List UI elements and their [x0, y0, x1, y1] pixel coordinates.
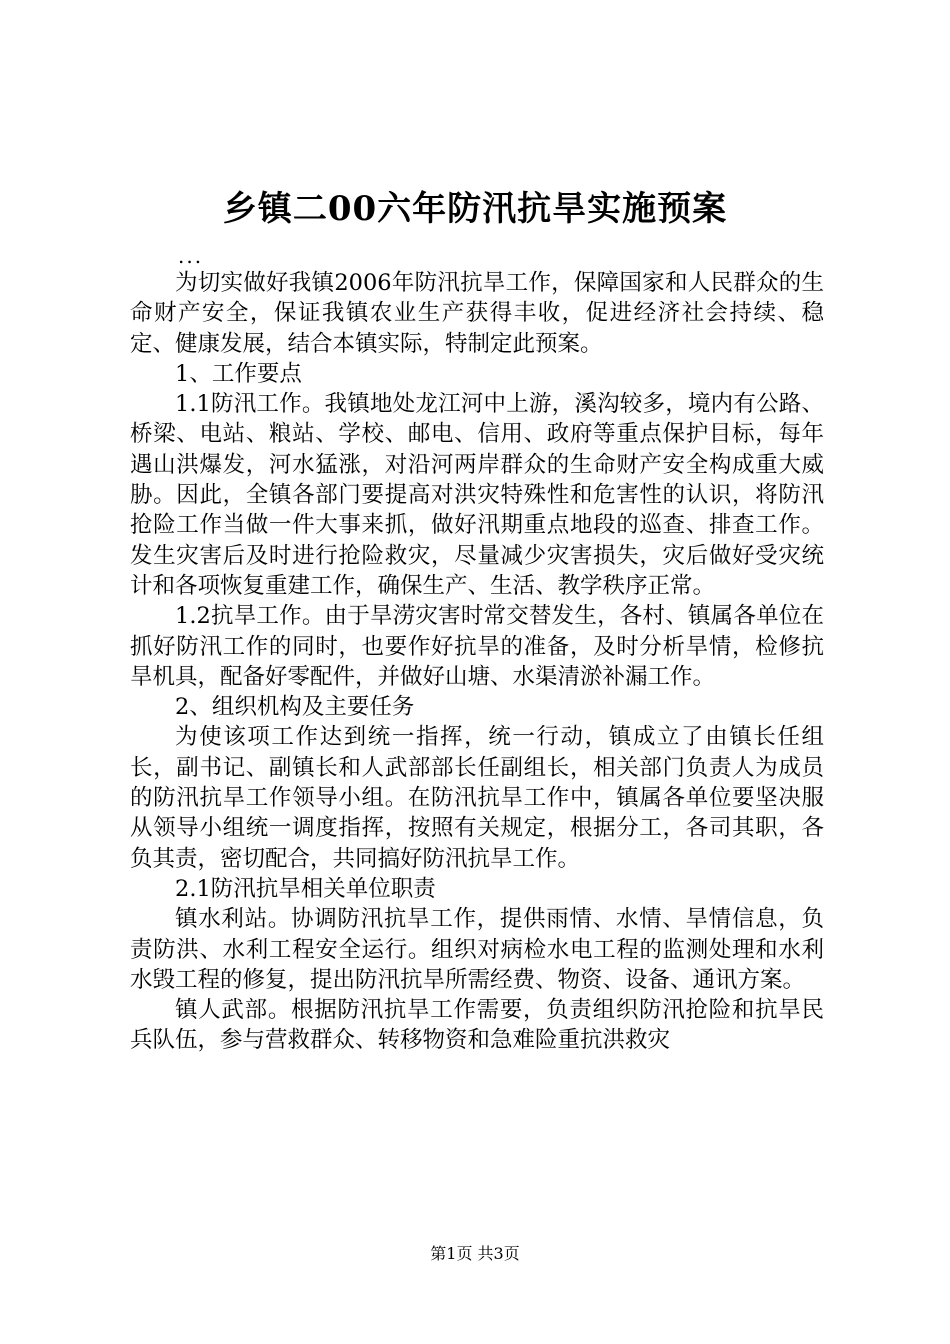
page-footer: 第1页 共3页 — [430, 1244, 520, 1263]
heading-work-points: 1、工作要点 — [175, 360, 302, 387]
heading-unit-duties: 2.1防汛抗旱相关单位职责 — [175, 875, 436, 902]
heading-organization: 2、组织机构及主要任务 — [175, 694, 415, 721]
paragraph-flood-control: 1.1防汛工作。我镇地处龙江河中上游，溪沟较多，境内有公路、桥梁、电站、粮站、学校、邮电、信用、政府等重点保护目标，每年遇山洪爆发，河水猛涨，对沿河两岸群众的生命财产安全构成重大威胁。因此，全镇各部门要提高对洪灾特殊性和危害性的认识，将防汛抢险工作当做一件大事来抓，做好汛期重点地段的巡查、排查工作。发生灾害后及时进行抢险救灾，尽量减少灾害损失，灾后做好受灾统计和各项恢复重建工作，确保生产、生活、教学秩序正常。 — [130, 391, 824, 599]
ellipsis-mark: ... — [178, 244, 204, 268]
document-body — [130, 268, 824, 1056]
paragraph-armed-forces: 镇人武部。根据防汛抗旱工作需要，负责组织防汛抢险和抗旱民兵队伍，参与营救群众、转移物资和急难险重抗洪救灾 — [130, 997, 824, 1054]
paragraph-water-station: 镇水利站。协调防汛抗旱工作，提供雨情、水情、旱情信息，负责防洪、水利工程安全运行。组织对病检水电工程的监测处理和水利水毁工程的修复，提出防汛抗旱所需经费、物资、设备、通讯方案。 — [130, 906, 824, 993]
document-title: 乡镇二00六年防汛抗旱实施预案 — [222, 189, 728, 229]
paragraph-leadership-group: 为使该项工作达到统一指挥，统一行动，镇成立了由镇长任组长，副书记、副镇长和人武部部长任副组长，相关部门负责人为成员的防汛抗旱工作领导小组。在防汛抗旱工作中，镇属各单位要坚决服从领导小组统一调度指挥，按照有关规定，根据分工，各司其职，各负其责，密切配合，共同搞好防汛抗旱工作。 — [130, 724, 824, 872]
paragraph-intro: 为切实做好我镇2006年防汛抗旱工作，保障国家和人民群众的生命财产安全，保证我镇农业生产获得丰收，促进经济社会持续、稳定、健康发展，结合本镇实际，特制定此预案。 — [130, 270, 824, 357]
paragraph-drought-relief: 1.2抗旱工作。由于旱涝灾害时常交替发生，各村、镇属各单位在抓好防汛工作的同时，也要作好抗旱的准备，及时分析旱情，检修抗旱机具，配备好零配件，并做好山塘、水渠清淤补漏工作。 — [130, 603, 824, 690]
